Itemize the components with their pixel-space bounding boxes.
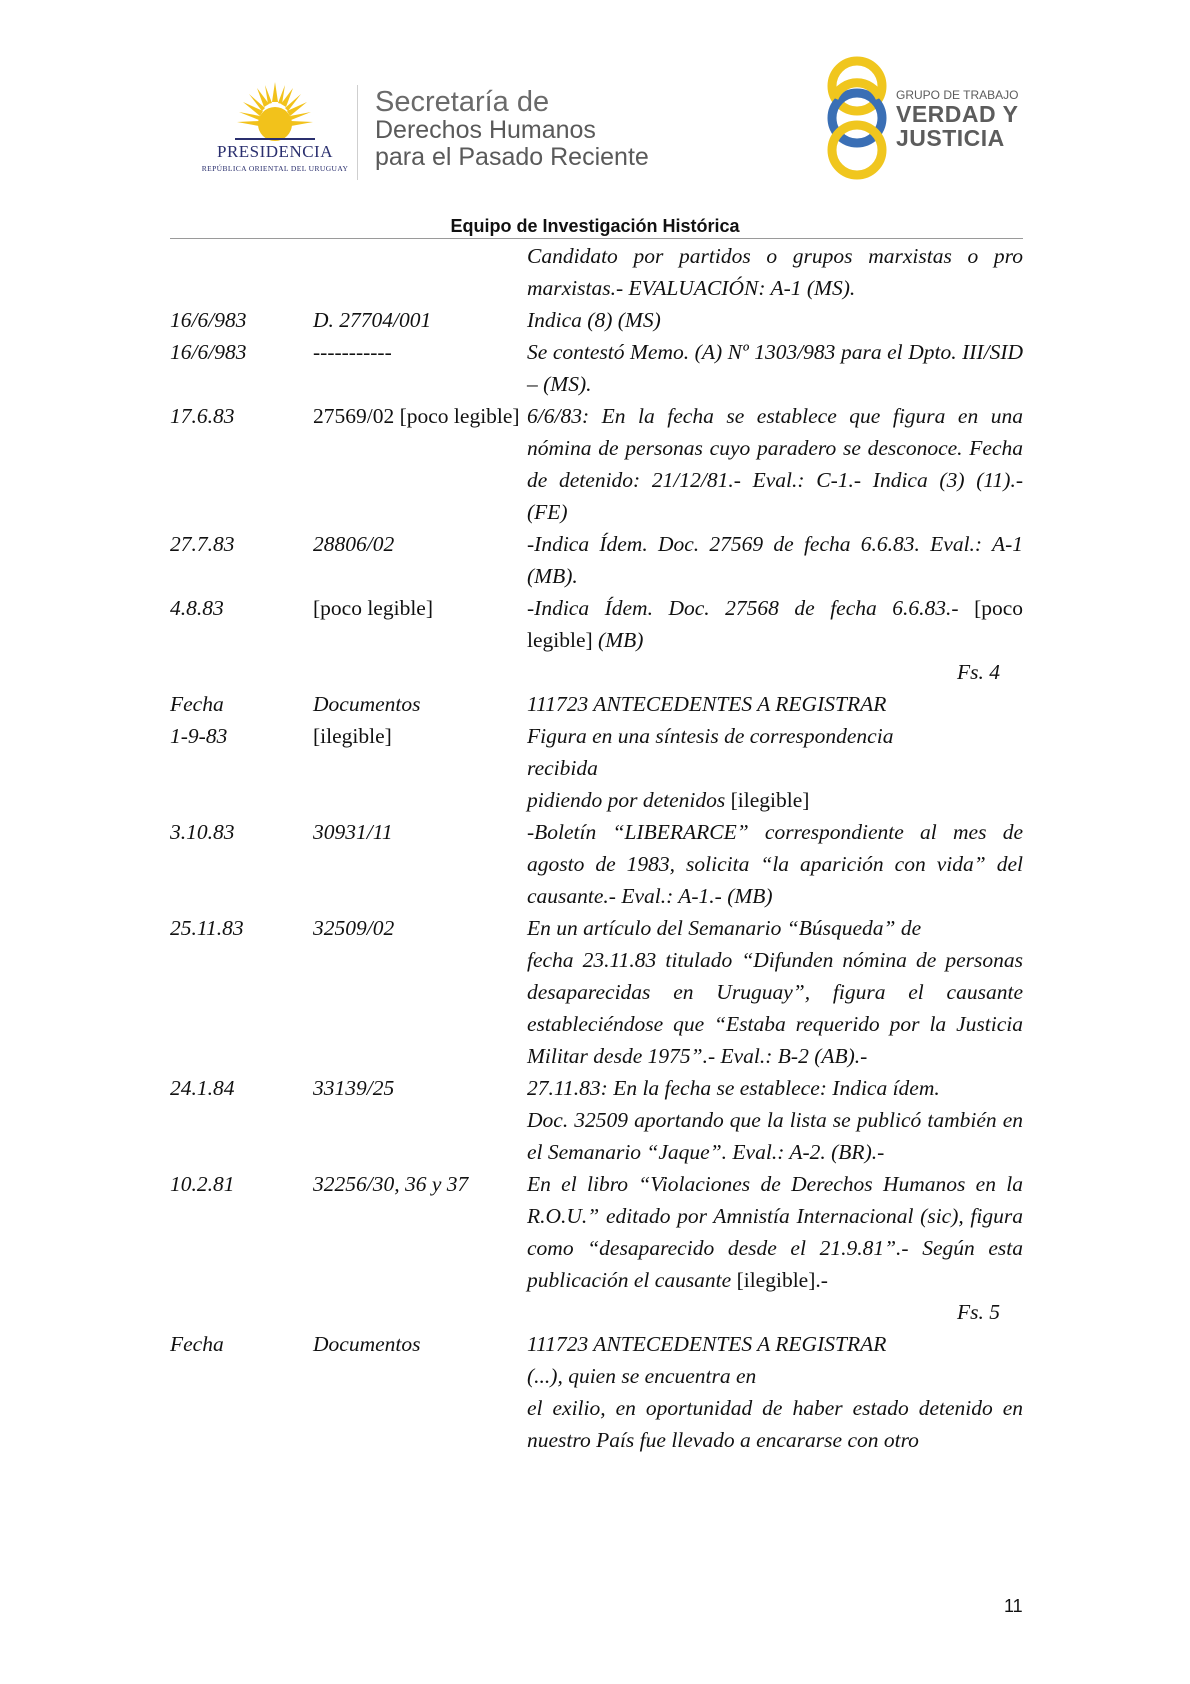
table-row	[170, 304, 1023, 336]
column-header-record: 111723 ANTECEDENTES A REGISTRAR	[527, 1332, 887, 1356]
row-document: D. 27704/001	[313, 308, 432, 332]
row-description-text: fecha 23.11.83 titulado “Difunden nómina de personas desaparecidas en Uruguay”, figura el causante estableciéndose que “Estaba requerido por la Justicia Militar desde 1975”.- Eval.: B-2 (AB).-	[527, 948, 1023, 1068]
records-table	[170, 240, 1023, 1456]
header-rule	[170, 238, 1023, 239]
row-description	[527, 1168, 1023, 1296]
row-description: Candidato por partidos o grupos marxistas o pro marxistas.- EVALUACIÓN: A-1 (MS).	[527, 244, 1023, 300]
team-heading: Equipo de Investigación Histórica	[450, 216, 740, 236]
row-description: Se contestó Memo. (A) Nº 1303/983 para el Dpto. III/SID – (MS).	[527, 340, 1023, 396]
row-document: 32509/02	[313, 916, 395, 940]
column-header-date: Fecha	[170, 692, 224, 716]
gtvj-line3: JUSTICIA	[896, 125, 1005, 151]
row-description: Indica (8) (MS)	[527, 308, 661, 332]
gtvj-logo	[820, 56, 1030, 180]
row-document: 33139/25	[313, 1076, 395, 1100]
secretaria-line1: Secretaría de	[375, 86, 550, 118]
row-description-text: -Indica Ídem. Doc. 27568 de fecha 6.6.83.-	[527, 596, 959, 620]
row-document: -----------	[313, 340, 392, 364]
row-description-line: Figura en una síntesis de correspondencia	[527, 724, 894, 748]
header-divider	[357, 85, 358, 180]
row-description	[527, 592, 1023, 656]
table-row	[170, 592, 1023, 656]
illegible-note: [ilegible].-	[736, 1268, 828, 1292]
table-row	[170, 528, 1023, 592]
table-row	[170, 1168, 1023, 1296]
row-description: -Boletín “LIBERARCE” correspondiente al mes de agosto de 1983, solicita “la aparición con vida” del causante.- Eval.: A-1.- (MB)	[527, 820, 1023, 908]
gtvj-line2: VERDAD Y	[896, 101, 1019, 127]
page-number: 11	[1004, 1596, 1023, 1616]
column-header-record: 111723 ANTECEDENTES A REGISTRAR	[527, 692, 887, 716]
row-date: 25.11.83	[170, 916, 244, 940]
row-date: 17.6.83	[170, 404, 235, 428]
row-description-line	[527, 784, 1023, 816]
row-document: 32256/30, 36 y 37	[313, 1172, 469, 1196]
presidencia-title: PRESIDENCIA	[216, 142, 333, 161]
row-description-text: En el libro “Violaciones de Derechos Humanos en la R.O.U.” editado por Amnistía Internacional (sic), figura como “desaparecido desde el 21.9.81”.- Según esta publicación el causante	[527, 1172, 1023, 1292]
row-date: 16/6/983	[170, 340, 247, 364]
column-header-date: Fecha	[170, 1332, 224, 1356]
row-description	[527, 912, 1023, 1072]
column-header-documents: Documentos	[313, 1332, 421, 1356]
row-date: 27.7.83	[170, 532, 235, 556]
row-date: 16/6/983	[170, 308, 247, 332]
row-date: 3.10.83	[170, 820, 235, 844]
secretaria-line3: para el Pasado Reciente	[375, 143, 649, 171]
row-description-initials: (MB)	[598, 628, 644, 652]
table-row	[170, 720, 1023, 816]
illegible-note: [poco legible]	[527, 596, 1024, 652]
row-date: 10.2.81	[170, 1172, 235, 1196]
row-description	[527, 1328, 1023, 1456]
presidencia-logo	[195, 80, 355, 180]
row-document: [ilegible]	[313, 724, 392, 748]
table-row	[170, 912, 1023, 1072]
row-date: 24.1.84	[170, 1076, 235, 1100]
folio-label: Fs. 4	[957, 660, 1000, 684]
row-description-text: el exilio, en oportunidad de haber estado detenido en nuestro País fue llevado a encararse con otro	[527, 1396, 1023, 1452]
row-document: [poco legible]	[313, 596, 433, 620]
secretaria-logo-text	[375, 88, 649, 171]
gtvj-line1: GRUPO DE TRABAJO	[896, 88, 1019, 102]
row-description: 6/6/83: En la fecha se establece que figura en una nómina de personas cuyo paradero se desconoce. Fecha de detenido: 21/12/81.- Eval.: C-1.- Indica (3) (11).- (FE)	[527, 404, 1023, 524]
row-date: 1-9-83	[170, 724, 228, 748]
row-description-line: 27.11.83: En la fecha se establece: Indica ídem.	[527, 1076, 940, 1100]
page-header	[0, 0, 1190, 236]
row-description	[527, 1072, 1023, 1168]
secretaria-line2: Derechos Humanos	[375, 116, 596, 144]
table-row	[170, 336, 1023, 400]
row-description	[527, 720, 1023, 816]
row-description-line: (...), quien se encuentra en	[527, 1364, 757, 1388]
table-row	[170, 240, 1023, 304]
sun-emblem-icon	[235, 80, 315, 142]
table-row	[170, 400, 1023, 528]
row-document: 28806/02	[313, 532, 395, 556]
row-description-line: En un artículo del Semanario “Búsqueda” de	[527, 916, 922, 940]
row-description-text: pidiendo por detenidos	[527, 788, 726, 812]
row-description: -Indica Ídem. Doc. 27569 de fecha 6.6.83. Eval.: A-1 (MB).	[527, 532, 1023, 588]
column-header-documents: Documentos	[313, 692, 421, 716]
row-date: 4.8.83	[170, 596, 224, 620]
row-description-line: recibida	[527, 756, 598, 780]
table-header-row	[170, 688, 1023, 720]
row-document: 30931/11	[313, 820, 393, 844]
table-row	[170, 1072, 1023, 1168]
table-row	[170, 816, 1023, 912]
row-description-text: Doc. 32509 aportando que la lista se publicó también en el Semanario “Jaque”. Eval.: A-2. (BR).-	[527, 1108, 1023, 1164]
interlocking-rings-icon	[820, 56, 894, 180]
presidencia-subtitle: REPÚBLICA ORIENTAL DEL URUGUAY	[201, 164, 349, 173]
table-header-row	[170, 1328, 1023, 1456]
gtvj-text	[896, 88, 1018, 150]
row-document: 27569/02 [poco legible]	[313, 404, 520, 428]
illegible-note: [ilegible]	[730, 788, 810, 812]
folio-label: Fs. 5	[957, 1300, 1000, 1324]
